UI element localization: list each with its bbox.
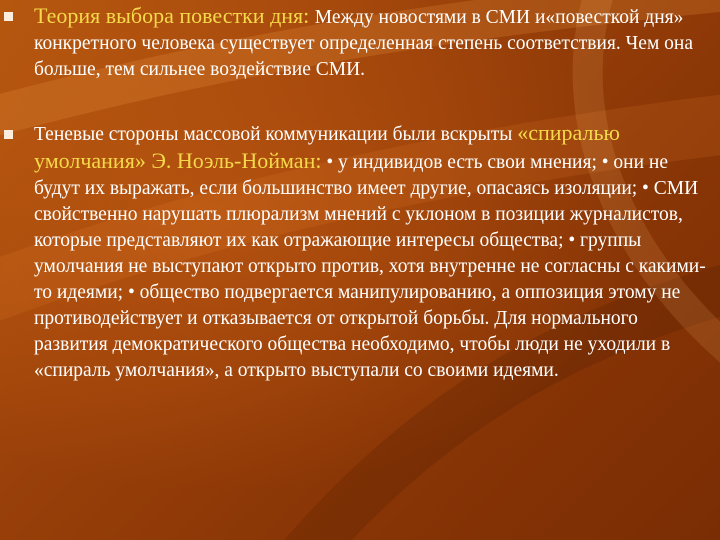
paragraph-spiral-of-silence bbox=[34, 120, 710, 384]
spiral-of-silence-text: • у индивидов есть свои мнения; • они не будут их выражать, если большинство имеет другие, опасаясь изоляции; • СМИ свойственно нарушать плюрализм мнений с уклоном в позиции журналистов, которые представляют их как отражающие интересы общества; • группы умолчания не выступают открыто против, хотя внутренне не согласны с какими-то идеями; • общество подвергается манипулированию, а оппозиция этому не противодействует и отказывается от открытой борьбы. Для нормального развития демократического общества необходимо, чтобы люди не уходили в «спираль умолчания», а открыто выступали со своими идеями. bbox=[34, 152, 706, 381]
bullet-marker bbox=[4, 12, 13, 21]
spiral-of-silence-title: «спиралью умолчания» Э. Ноэль-Нойман: bbox=[34, 120, 620, 173]
paragraph-agenda-setting bbox=[34, 3, 710, 83]
bullet-marker bbox=[4, 130, 13, 139]
agenda-setting-title: Теория выбора повестки дня: bbox=[34, 3, 315, 28]
agenda-setting-text: Между новостями в СМИ и«повесткой дня» конкретного человека существует определенная степень соответствия. Чем она больше, тем сильнее воздействие СМИ. bbox=[34, 7, 694, 80]
spiral-lead-text: Теневые стороны массовой коммуникации были вскрыты bbox=[34, 124, 518, 145]
